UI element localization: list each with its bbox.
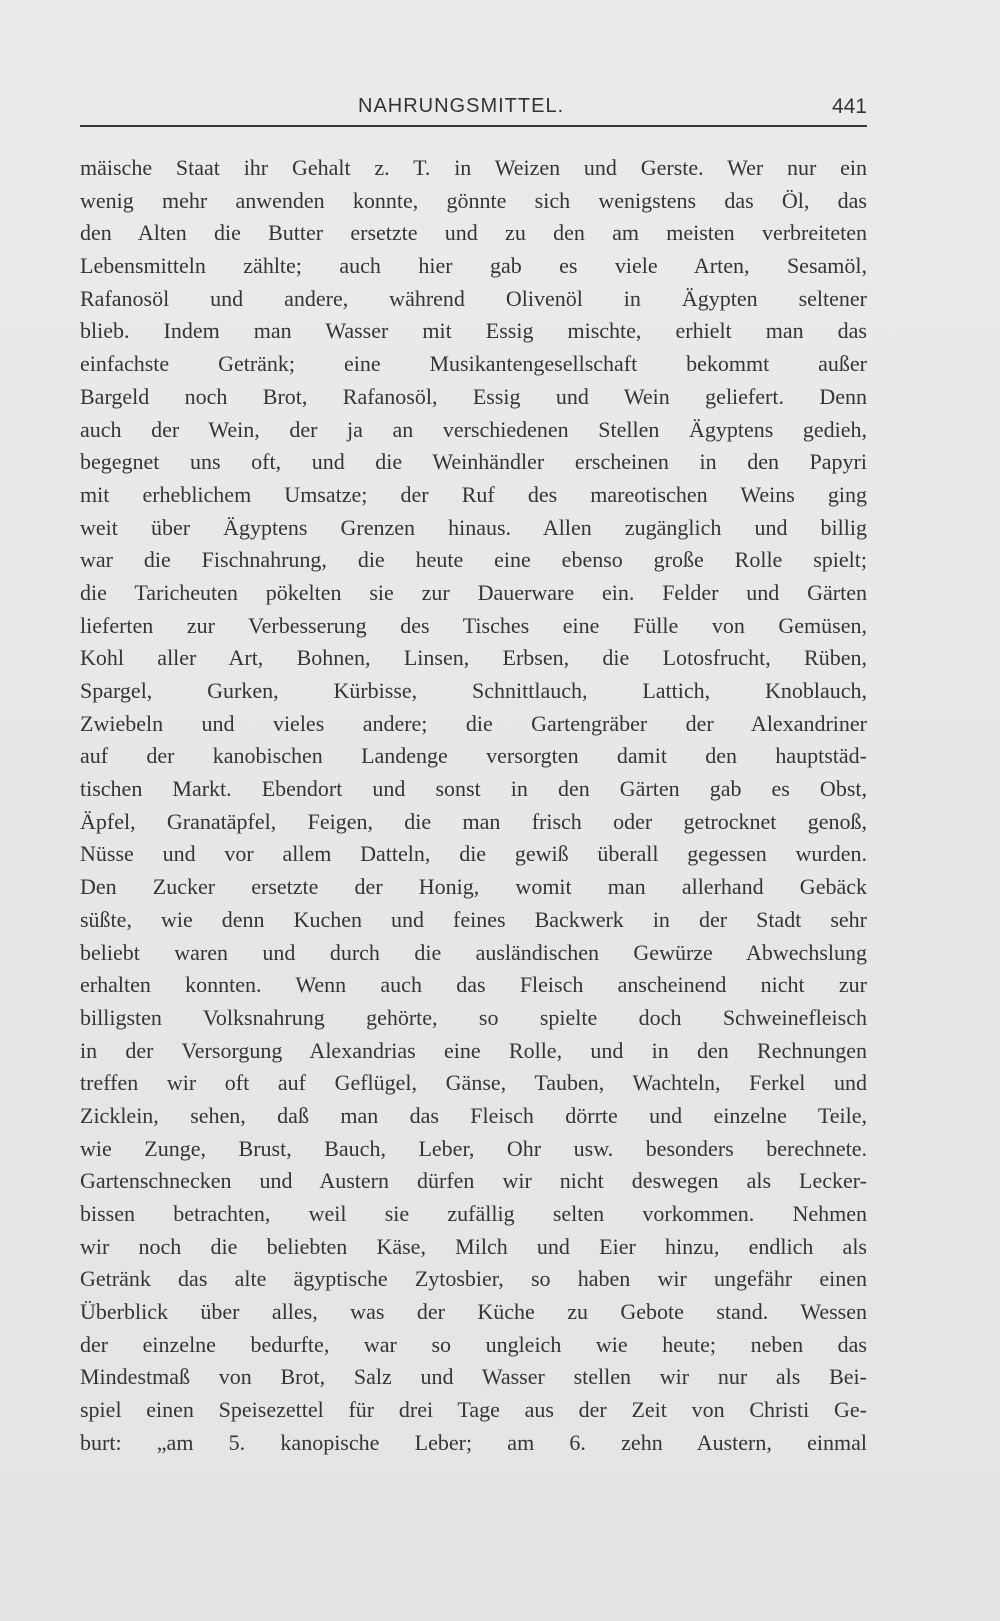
text-line: spiel einen Speisezettel für drei Tage aus der Zeit von Christi Ge- — [80, 1397, 867, 1423]
text-line: Zicklein, sehen, daß man das Fleisch dörrte und einzelne Teile, — [80, 1102, 867, 1128]
page-number: 441 — [831, 95, 867, 118]
text-line: wie Zunge, Brust, Bauch, Leber, Ohr usw. besonders berechnete. — [80, 1135, 867, 1161]
text-line: burt: „am 5. kanopische Leber; am 6. zehn Austern, einmal — [80, 1429, 867, 1455]
text-line: Kohl aller Art, Bohnen, Linsen, Erbsen, die Lotosfrucht, Rüben, — [80, 645, 867, 671]
text-line: die Taricheuten pökelten sie zur Dauerware ein. Felder und Gärten — [80, 579, 867, 605]
running-head: NAHRUNGSMITTEL. — [358, 95, 565, 117]
text-line: war die Fischnahrung, die heute eine ebenso große Rolle spielt; — [80, 547, 867, 573]
text-line: Rafanosöl und andere, während Olivenöl in Ägypten seltener — [80, 285, 867, 311]
text-line: auf der kanobischen Landenge versorgten damit den hauptstäd- — [80, 743, 867, 769]
text-line: wenig mehr anwenden konnte, gönnte sich wenigstens das Öl, das — [80, 187, 867, 213]
text-line: beliebt waren und durch die ausländischen Gewürze Abwechslung — [80, 939, 867, 965]
text-line: Äpfel, Granatäpfel, Feigen, die man frisch oder getrocknet genoß, — [80, 808, 867, 834]
text-line: weit über Ägyptens Grenzen hinaus. Allen zugänglich und billig — [80, 514, 867, 540]
text-line: Gartenschnecken und Austern dürfen wir nicht deswegen als Lecker- — [80, 1168, 867, 1194]
text-line: treffen wir oft auf Geflügel, Gänse, Tauben, Wachteln, Ferkel und — [80, 1070, 867, 1096]
page-header — [80, 95, 867, 127]
text-line: bissen betrachten, weil sie zufällig selten vorkommen. Nehmen — [80, 1201, 867, 1226]
text-line: blieb. Indem man Wasser mit Essig mischte, erhielt man das — [80, 318, 867, 344]
text-line: Nüsse und vor allem Datteln, die gewiß überall gegessen wurden. — [80, 841, 867, 867]
body-text — [80, 152, 867, 1460]
text-line: wir noch die beliebten Käse, Milch und Eier hinzu, endlich als — [80, 1233, 867, 1259]
text-line: billigsten Volksnahrung gehörte, so spielte doch Schweinefleisch — [80, 1004, 867, 1030]
text-line: lieferten zur Verbesserung des Tisches eine Fülle von Gemüsen, — [80, 612, 867, 638]
text-line: mit erheblichem Umsatze; der Ruf des mareotischen Weins ging — [80, 481, 867, 507]
text-line: erhalten konnten. Wenn auch das Fleisch anscheinend nicht zur — [80, 972, 867, 998]
text-line: Bargeld noch Brot, Rafanosöl, Essig und Wein geliefert. Denn — [80, 383, 867, 409]
text-line: süßte, wie denn Kuchen und feines Backwerk in der Stadt sehr — [80, 906, 867, 932]
text-line: Überblick über alles, was der Küche zu Gebote stand. Wessen — [80, 1299, 867, 1325]
text-line: der einzelne bedurfte, war so ungleich wie heute; neben das — [80, 1331, 867, 1357]
text-line: in der Versorgung Alexandrias eine Rolle, und in den Rechnungen — [80, 1037, 867, 1063]
text-line: begegnet uns oft, und die Weinhändler erscheinen in den Papyri — [80, 449, 867, 475]
text-line: auch der Wein, der ja an verschiedenen Stellen Ägyptens gedieh, — [80, 416, 867, 442]
text-line: den Alten die Butter ersetzte und zu den am meisten verbreiteten — [80, 220, 867, 246]
text-line: Lebensmitteln zählte; auch hier gab es viele Arten, Sesamöl, — [80, 253, 867, 279]
text-line: einfachste Getränk; eine Musikantengesellschaft bekommt außer — [80, 351, 867, 377]
text-line: Zwiebeln und vieles andere; die Gartengräber der Alexandriner — [80, 710, 867, 736]
text-line: Getränk das alte ägyptische Zytosbier, so haben wir ungefähr einen — [80, 1266, 867, 1292]
text-line: mäische Staat ihr Gehalt z. T. in Weizen und Gerste. Wer nur ein — [80, 155, 867, 180]
text-line: Mindestmaß von Brot, Salz und Wasser stellen wir nur als Bei- — [80, 1364, 867, 1390]
text-line: Spargel, Gurken, Kürbisse, Schnittlauch, Lattich, Knoblauch, — [80, 678, 867, 703]
text-line: tischen Markt. Ebendort und sonst in den Gärten gab es Obst, — [80, 776, 867, 802]
text-line: Den Zucker ersetzte der Honig, womit man allerhand Gebäck — [80, 874, 867, 900]
